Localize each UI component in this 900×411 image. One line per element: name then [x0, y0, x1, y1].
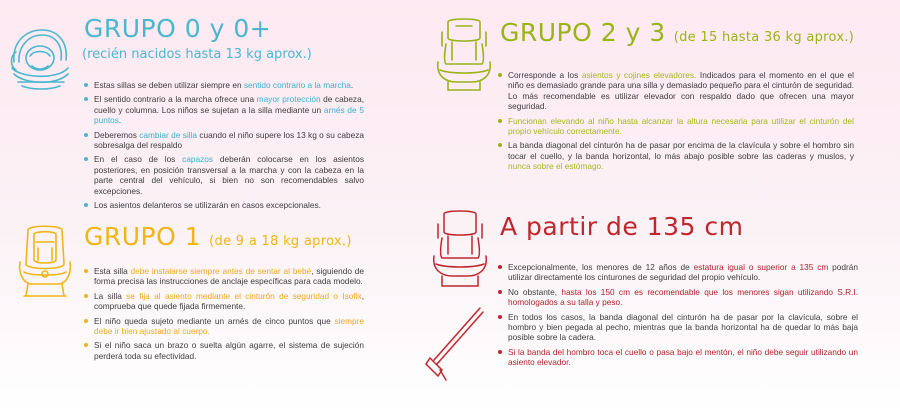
body-text: Si el niño saca un brazo o suelta algún agarre, el sistema de sujeción perderá toda su efectividad.	[94, 340, 364, 361]
group23-list	[498, 70, 854, 176]
group1-title: GRUPO 1	[84, 222, 202, 251]
group0-title: GRUPO 0 y 0+	[84, 14, 272, 43]
list-item	[84, 316, 364, 337]
toddler-car-seat-icon	[14, 222, 76, 302]
highlight-text: cambiar de silla	[139, 129, 197, 140]
body-text: .	[118, 115, 122, 126]
highlight-text: sentido contrario a la marcha	[243, 80, 351, 90]
group135-list	[498, 262, 858, 372]
group0-list	[84, 80, 364, 214]
list-item	[84, 130, 364, 151]
highlight-text: debe instalarse siempre antes de sentar al bebé	[130, 266, 312, 276]
body-text: cuando el niño supere los 13 kg o su cabeza sobresalga del respaldo	[94, 129, 364, 151]
body-text: podrán utilizar directamente los cinturones de seguridad del propio vehículo.	[508, 262, 858, 283]
booster-seat-icon	[432, 16, 496, 94]
group23-title-row	[500, 18, 854, 47]
highlight-text: Si la banda del hombro toca el cuello o pasa bajo el mentón, el niño debe seguir utilizando un asiento elevador.	[508, 346, 858, 368]
group23-subtitle: (de 15 hasta 36 kg aprox.)	[673, 30, 855, 45]
body-text: El sentido contrario a la marcha ofrece una	[94, 94, 257, 105]
seat-belt-booster-icon	[420, 208, 496, 384]
body-text: Estas sillas se deben utilizar siempre en	[94, 80, 244, 90]
highlight-text: capazos	[182, 154, 214, 165]
body-text: No obstante,	[508, 286, 562, 297]
highlight-text: se fija al asiento mediante el cinturón de seguridad o Isofix	[126, 290, 362, 301]
body-text: La banda diagonal del cinturón ha de pasar por encima de la clavícula y sobre el hombro sin tocar el cuello, y la banda horizontal, lo más abajo posible sobre las caderas y muslos, y	[508, 140, 854, 161]
highlight-text: asientos y cojines elevadores.	[581, 70, 697, 80]
list-item	[84, 94, 364, 125]
group0-subtitle: (recién nacidos hasta 13 kg aprox.)	[82, 47, 312, 62]
list-item	[84, 80, 364, 90]
group23-title: GRUPO 2 y 3	[500, 18, 666, 47]
highlight-text: arnés de 5 puntos	[94, 104, 364, 126]
list-item	[498, 347, 858, 368]
body-text: .	[350, 80, 354, 90]
highlight-text: Funcionan elevando al niño hasta alcanzar la altura necesaria para utilizar el cinturón del propio vehículo correctamente.	[508, 115, 854, 137]
list-item	[498, 312, 858, 343]
list-item	[84, 340, 364, 361]
highlight-text: hasta los 150 cm es recomendable que los menores sigan utilizando S.R.I. homologados a su talla y peso.	[508, 286, 859, 308]
body-text: Los asientos delanteros se utilizarán en casos excepcionales.	[94, 200, 321, 211]
body-text: Excepcionalmente, los menores de 12 años de	[508, 262, 694, 272]
list-item	[84, 200, 364, 210]
body-text: , comprueba que quede fijada firmemente.	[94, 290, 365, 312]
list-item	[498, 140, 854, 171]
list-item	[498, 70, 854, 112]
body-text: En el caso de los	[94, 154, 183, 165]
highlight-text: nunca sobre el estómago.	[508, 161, 604, 172]
list-item	[498, 262, 858, 283]
highlight-text: estatura igual o superior a 135 cm	[693, 262, 829, 272]
highlight-text: mayor protección	[256, 94, 321, 105]
infant-car-seat-icon	[6, 22, 76, 94]
group1-subtitle: (de 9 a 18 kg aprox.)	[209, 234, 352, 249]
body-text: Indicados para el momento en el que el niño es demasiado grande para una silla y demasiado pequeño para el cinturón de seguridad. Lo más recomendable es utilizar elevador con respaldo dado que ofrecen una mayor seguridad.	[508, 70, 854, 112]
body-text: La silla	[94, 290, 127, 301]
body-text: Esta silla	[94, 266, 131, 276]
body-text: deberán colocarse en los asientos posteriores, en posición transversal a la marcha y con la cabeza en la parte central del vehículo, si bien no son recomendables salvo excepciones.	[94, 154, 364, 196]
body-text: Corresponde a los	[508, 70, 582, 80]
body-text: Deberemos	[94, 129, 140, 140]
group1-title-row	[84, 222, 352, 251]
highlight-text: siempre debe ir bien ajustado al cuerpo.	[94, 315, 364, 337]
list-item	[498, 287, 858, 308]
group135-title: A partir de 135 cm	[500, 212, 744, 241]
body-text: , siguiendo de forma precisa las instrucciones de anclaje específicas para cada modelo.	[94, 266, 364, 287]
body-text: El niño queda sujeto mediante un arnés de cinco puntos que	[94, 315, 335, 326]
body-text: En todos los casos, la banda diagonal del cinturón ha de pasar por la clavícula, sobre el hombro y bien pegada al pecho, mientras que la banda horizontal ha de quedar lo más baja posible sobre la cadera.	[508, 311, 858, 343]
list-item	[498, 116, 854, 137]
group1-list	[84, 266, 364, 365]
list-item	[84, 291, 364, 312]
list-item	[84, 154, 364, 196]
list-item	[84, 266, 364, 287]
body-text: de cabeza, cuello y columna. Los niños se sujetan a la silla mediante un	[94, 94, 364, 115]
